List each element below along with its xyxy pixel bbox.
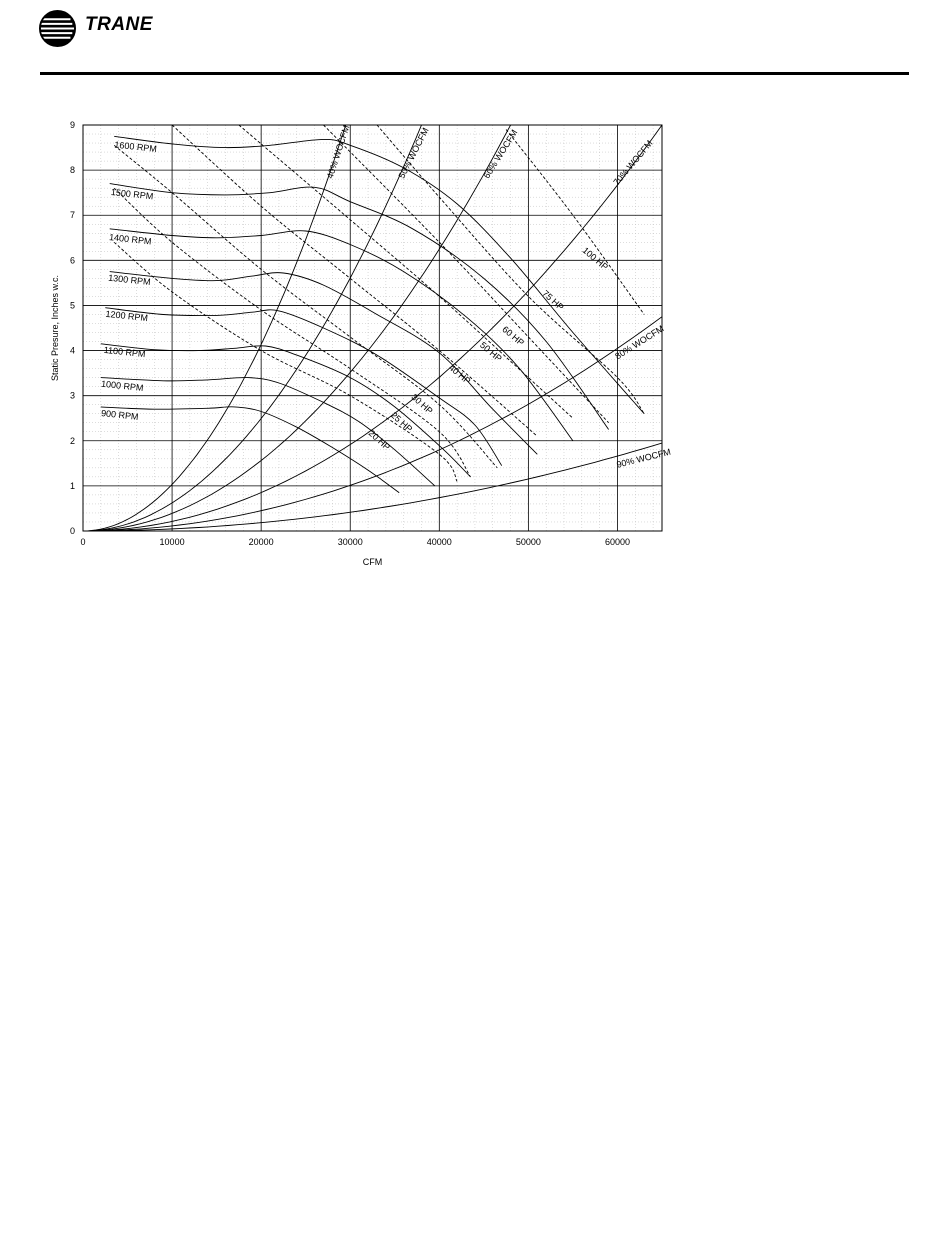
hp-line xyxy=(506,130,644,315)
wocfm-line xyxy=(83,125,662,531)
curve-label: 1600 RPM xyxy=(113,139,158,154)
curve-label: 80% WOCFM xyxy=(613,323,666,362)
x-tick-label: 0 xyxy=(80,537,86,547)
curve-label: 90% WOCFM xyxy=(615,446,672,470)
x-tick-label: 40000 xyxy=(426,537,452,547)
curve-label: 40 HP xyxy=(446,362,473,387)
plot-border xyxy=(83,125,662,531)
curve-label: 75 HP xyxy=(540,288,566,313)
x-tick-label: 30000 xyxy=(337,537,363,547)
curve-label: 30 HP xyxy=(409,391,435,417)
x-tick-label: 20000 xyxy=(248,537,274,547)
curve-label: 1200 RPM xyxy=(105,308,149,324)
y-tick-label: 4 xyxy=(69,345,75,356)
curve-label: 50 HP xyxy=(478,339,504,364)
curve-label: 50% WOCFM xyxy=(396,126,431,181)
curve-label: 1400 RPM xyxy=(108,232,152,247)
rpm-curve xyxy=(101,407,399,493)
x-axis-label: CFM xyxy=(362,557,383,567)
trane-logo-icon xyxy=(39,10,76,47)
x-tick-label: 60000 xyxy=(604,537,630,547)
y-tick-label: 6 xyxy=(69,255,75,266)
y-tick-label: 7 xyxy=(69,210,75,221)
curve-label: 1300 RPM xyxy=(107,272,152,288)
curve-label: 60% WOCFM xyxy=(481,127,520,181)
curve-label: 70% WOCFM xyxy=(611,138,655,188)
curve-label: 1000 RPM xyxy=(100,378,144,394)
curve-label: 900 RPM xyxy=(100,408,139,422)
rpm-curve xyxy=(101,378,435,486)
brand-name: TRANE xyxy=(85,14,153,35)
header-rule xyxy=(40,72,909,75)
curve-label: 1100 RPM xyxy=(103,344,146,360)
y-tick-label: 2 xyxy=(69,435,75,446)
x-tick-label: 50000 xyxy=(515,537,541,547)
fan-performance-chart xyxy=(40,110,700,590)
y-tick-label: 8 xyxy=(69,165,75,176)
curve-label: 25 HP xyxy=(388,410,415,435)
wocfm-line xyxy=(83,125,422,531)
page-header xyxy=(0,0,950,80)
curve-label: 1500 RPM xyxy=(110,186,154,202)
wocfm-line xyxy=(83,317,662,531)
rpm-curve xyxy=(107,184,609,430)
y-axis-label: Static Presure, Inches w.c. xyxy=(50,274,60,382)
curve-label: 60 HP xyxy=(500,324,526,348)
rpm-curve xyxy=(107,272,538,455)
rpm-curve xyxy=(114,136,644,413)
y-tick-label: 0 xyxy=(69,526,75,536)
y-tick-label: 9 xyxy=(69,120,75,130)
x-tick-label: 10000 xyxy=(159,537,185,547)
y-tick-label: 5 xyxy=(69,300,75,311)
curve-label: 20 HP xyxy=(366,428,392,453)
y-tick-label: 1 xyxy=(69,480,75,491)
hp-line xyxy=(114,145,497,468)
curve-label: 40% WOCFM xyxy=(324,123,352,180)
curve-label: 100 HP xyxy=(580,245,610,273)
y-tick-label: 3 xyxy=(69,390,75,401)
